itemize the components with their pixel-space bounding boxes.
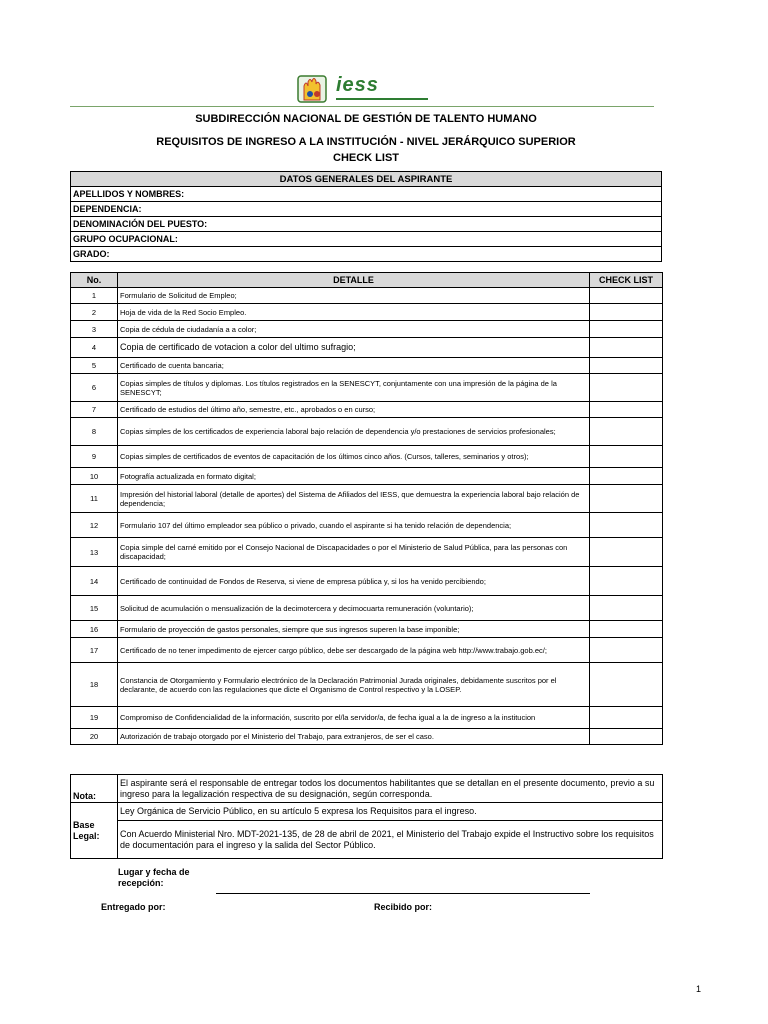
- requirement-row: [71, 513, 663, 538]
- requirement-number: 7: [71, 402, 118, 418]
- requirement-detail: Formulario de Solicitud de Empleo;: [118, 288, 590, 304]
- requirement-detail: Certificado de estudios del último año, semestre, etc., aprobados o en curso;: [118, 402, 590, 418]
- requirement-number: 16: [71, 621, 118, 638]
- requirement-row: [71, 418, 663, 446]
- notes-table: [70, 774, 663, 859]
- general-heading: DATOS GENERALES DEL ASPIRANTE: [71, 172, 662, 187]
- requirement-number: 9: [71, 446, 118, 468]
- requirement-detail: Copias simples de los certificados de experiencia laboral bajo relación de dependencia y/o prestaciones de servicios profesionales;: [118, 418, 590, 446]
- requirement-detail: Copias simples de títulos y diplomas. Los títulos registrados en la SENESCYT, conjuntamente con una impresión de la página de la SENESCYT;: [118, 374, 590, 402]
- requirement-checkbox-cell[interactable]: [590, 638, 663, 663]
- requirement-detail: Autorización de trabajo otorgado por el Ministerio del Trabajo, para extranjeros, de ser el caso.: [118, 729, 590, 745]
- requirement-row: [71, 707, 663, 729]
- requirement-detail: Formulario de proyección de gastos personales, siempre que sus ingresos superen la base imponible;: [118, 621, 590, 638]
- requirement-row: [71, 729, 663, 745]
- requirement-number: 14: [71, 567, 118, 596]
- requirement-row: [71, 288, 663, 304]
- requirement-row: [71, 596, 663, 621]
- requirement-checkbox-cell[interactable]: [590, 538, 663, 567]
- requirement-row: [71, 402, 663, 418]
- requirement-detail: Hoja de vida de la Red Socio Empleo.: [118, 304, 590, 321]
- requirement-detail: Copia de certificado de votacion a color del ultimo sufragio;: [118, 338, 590, 358]
- requirement-checkbox-cell[interactable]: [590, 358, 663, 374]
- col-header-no: No.: [71, 273, 118, 288]
- nota-label: Nota:: [71, 775, 118, 803]
- requirement-row: [71, 321, 663, 338]
- requirement-checkbox-cell[interactable]: [590, 418, 663, 446]
- page-number: 1: [696, 984, 702, 994]
- requirement-detail: Certificado de cuenta bancaria;: [118, 358, 590, 374]
- requirement-checkbox-cell[interactable]: [590, 468, 663, 485]
- col-header-detail: DETALLE: [118, 273, 590, 288]
- requirement-checkbox-cell[interactable]: [590, 513, 663, 538]
- entregado-por-label: Entregado por:: [101, 902, 166, 912]
- requirement-number: 19: [71, 707, 118, 729]
- field-grado[interactable]: GRADO:: [71, 247, 662, 262]
- requirement-checkbox-cell[interactable]: [590, 729, 663, 745]
- requirement-detail: Compromiso de Confidencialidad de la información, suscrito por el/la servidor/a, de fecha igual a la de ingreso a la institucion: [118, 707, 590, 729]
- requirement-detail: Copias simples de certificados de eventos de capacitación de los últimos cinco años. (Cursos, talleres, seminarios y otros);: [118, 446, 590, 468]
- requirement-row: [71, 621, 663, 638]
- requirement-number: 20: [71, 729, 118, 745]
- requirement-row: [71, 468, 663, 485]
- requirement-row: [71, 338, 663, 358]
- requirement-number: 2: [71, 304, 118, 321]
- field-dependencia[interactable]: DEPENDENCIA:: [71, 202, 662, 217]
- requirement-detail: Copia simple del carné emitido por el Consejo Nacional de Discapacidades o por el Ministerio de Salud Pública, para las personas con discapacidad;: [118, 538, 590, 567]
- field-apellidos[interactable]: APELLIDOS Y NOMBRES:: [71, 187, 662, 202]
- requirement-row: [71, 374, 663, 402]
- requirement-row: [71, 304, 663, 321]
- header-divider: [70, 106, 654, 107]
- requirement-number: 8: [71, 418, 118, 446]
- requirement-checkbox-cell[interactable]: [590, 485, 663, 513]
- requirement-checkbox-cell[interactable]: [590, 663, 663, 707]
- requirement-checkbox-cell[interactable]: [590, 288, 663, 304]
- lugar-fecha-label: Lugar y fecha de recepción:: [118, 867, 190, 888]
- requirement-number: 10: [71, 468, 118, 485]
- requirement-number: 15: [71, 596, 118, 621]
- requirement-detail: Solicitud de acumulación o mensualización de la decimotercera y decimocuarta remuneración (voluntario);: [118, 596, 590, 621]
- requirement-row: [71, 358, 663, 374]
- requirement-number: 4: [71, 338, 118, 358]
- requirement-checkbox-cell[interactable]: [590, 374, 663, 402]
- requirement-detail: Certificado de no tener impedimento de ejercer cargo público, debe ser descargado de la página web http://www.trabajo.gob.ec/;: [118, 638, 590, 663]
- base-legal-text-1: Ley Orgánica de Servicio Público, en su artículo 5 expresa los Requisitos para el ingreso.: [118, 803, 663, 821]
- requirement-checkbox-cell[interactable]: [590, 446, 663, 468]
- requirement-checkbox-cell[interactable]: [590, 621, 663, 638]
- requirement-number: 11: [71, 485, 118, 513]
- requirement-checkbox-cell[interactable]: [590, 567, 663, 596]
- iess-logo: [296, 72, 432, 106]
- title-check-list: CHECK LIST: [333, 152, 399, 164]
- field-grupo[interactable]: GRUPO OCUPACIONAL:: [71, 232, 662, 247]
- requirement-checkbox-cell[interactable]: [590, 707, 663, 729]
- requirement-number: 12: [71, 513, 118, 538]
- requirement-row: [71, 663, 663, 707]
- requirement-detail: Constancia de Otorgamiento y Formulario electrónico de la Declaración Patrimonial Jurada originales, debidamente suscritos por el declarante, de acuerdo con las regulaciones que dicte el Organismo de Control respectivo y la LOSEP.: [118, 663, 590, 707]
- requirement-number: 17: [71, 638, 118, 663]
- recibido-por-label: Recibido por:: [374, 902, 432, 912]
- requirement-detail: Formulario 107 del último empleador sea público o privado, cuando el aspirante si ha tenido relación de dependencia;: [118, 513, 590, 538]
- requirement-number: 13: [71, 538, 118, 567]
- requirement-detail: Impresión del historial laboral (detalle de aportes) del Sistema de Afiliados del IESS, que demuestra la experiencia laboral bajo relación de dependencia;: [118, 485, 590, 513]
- requirement-detail: Fotografía actualizada en formato digital;: [118, 468, 590, 485]
- requirement-number: 5: [71, 358, 118, 374]
- field-denominacion[interactable]: DENOMINACIÓN DEL PUESTO:: [71, 217, 662, 232]
- requirement-row: [71, 538, 663, 567]
- requirement-checkbox-cell[interactable]: [590, 338, 663, 358]
- base-legal-text-2: Con Acuerdo Ministerial Nro. MDT-2021-135, de 28 de abril de 2021, el Ministerio del Trabajo expide el Instructivo sobre los requisitos de documentación para el ingreso y la salida del Sector Público.: [118, 821, 663, 859]
- requirement-row: [71, 446, 663, 468]
- nota-text: El aspirante será el responsable de entregar todos los documentos habilitantes que se detallan en el presente documento, previo a su ingreso para la legalización respectiva de su designación, según corresponda.: [118, 775, 663, 803]
- requirement-checkbox-cell[interactable]: [590, 402, 663, 418]
- requirement-row: [71, 567, 663, 596]
- requirement-detail: Copia de cédula de ciudadanía a a color;: [118, 321, 590, 338]
- requirements-table: [70, 272, 663, 745]
- signature-line: [216, 893, 590, 894]
- requirement-number: 18: [71, 663, 118, 707]
- general-data-table: [70, 171, 662, 262]
- base-legal-label: Base Legal:: [71, 803, 118, 859]
- requirement-number: 6: [71, 374, 118, 402]
- title-requisitos: REQUISITOS DE INGRESO A LA INSTITUCIÓN - NIVEL JERÁRQUICO SUPERIOR: [156, 136, 576, 148]
- requirement-number: 1: [71, 288, 118, 304]
- title-subdireccion: SUBDIRECCIÓN NACIONAL DE GESTIÓN DE TALENTO HUMANO: [195, 113, 537, 125]
- requirement-row: [71, 638, 663, 663]
- requirement-checkbox-cell[interactable]: [590, 321, 663, 338]
- requirement-number: 3: [71, 321, 118, 338]
- logo-text: iess: [336, 74, 379, 96]
- col-header-check: CHECK LIST: [590, 273, 663, 288]
- requirement-detail: Certificado de continuidad de Fondos de Reserva, si viene de empresa pública y, si los ha venido percibiendo;: [118, 567, 590, 596]
- requirement-checkbox-cell[interactable]: [590, 304, 663, 321]
- requirement-checkbox-cell[interactable]: [590, 596, 663, 621]
- requirement-row: [71, 485, 663, 513]
